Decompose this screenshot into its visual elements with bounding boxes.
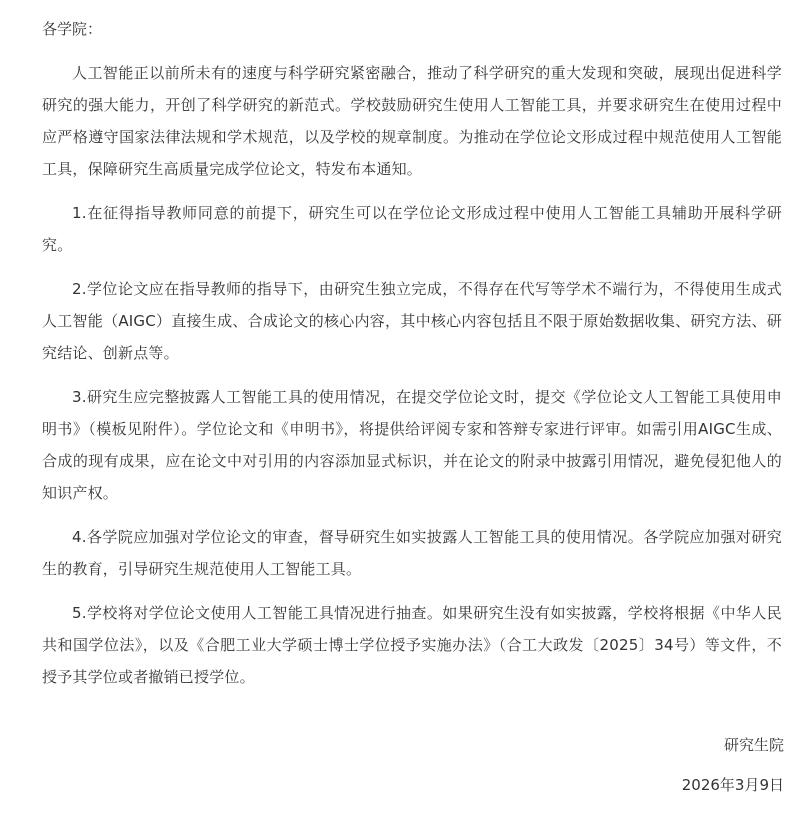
intro-paragraph: 人工智能正以前所未有的速度与科学研究紧密融合，推动了科学研究的重大发现和突破，展现出促进科学研究的强大能力，开创了科学研究的新范式。学校鼓励研究生使用人工智能工具，并要求研究生在使用过程中应严格遵守国家法律法规和学术规范，以及学校的规章制度。为推动在学位论文形成过程中规范使用人工智能工具，保障研究生高质量完成学位论文，特发布本通知。 — [42, 64, 782, 178]
clause-4-paragraph: 4.各学院应加强对学位论文的审查，督导研究生如实披露人工智能工具的使用情况。各学院应加强对研究生的教育，引导研究生规范使用人工智能工具。 — [42, 528, 782, 578]
issue-date: 2026年3月9日 — [681, 776, 784, 794]
signature-issuer: 研究生院 — [723, 736, 784, 754]
clause-3-paragraph: 3.研究生应完整披露人工智能工具的使用情况，在提交学位论文时，提交《学位论文人工智能工具使用申明书》（模板见附件）。学位论文和《申明书》，将提供给评阅专家和答辩专家进行评审。如需引用AIGC生成、合成的现有成果，应在论文中对引用的内容添加显式标识，并在论文的附录中披露引用情况，避免侵犯他人的知识产权。 — [42, 388, 782, 502]
salutation: 各学院： — [42, 20, 103, 38]
clause-1-paragraph: 1.在征得指导教师同意的前提下，研究生可以在学位论文形成过程中使用人工智能工具辅助开展科学研究。 — [42, 204, 782, 254]
notice-body — [42, 57, 782, 705]
clause-2-paragraph: 2.学位论文应在指导教师的指导下，由研究生独立完成，不得存在代写等学术不端行为，不得使用生成式人工智能（AIGC）直接生成、合成论文的核心内容，其中核心内容包括且不限于原始数据收集、研究方法、研究结论、创新点等。 — [42, 280, 782, 362]
clause-5-paragraph: 5.学校将对学位论文使用人工智能工具情况进行抽查。如果研究生没有如实披露，学校将根据《中华人民共和国学位法》，以及《合肥工业大学硕士博士学位授予实施办法》（合工大政发〔2025〕34号）等文件，不授予其学位或者撤销已授学位。 — [42, 604, 782, 686]
